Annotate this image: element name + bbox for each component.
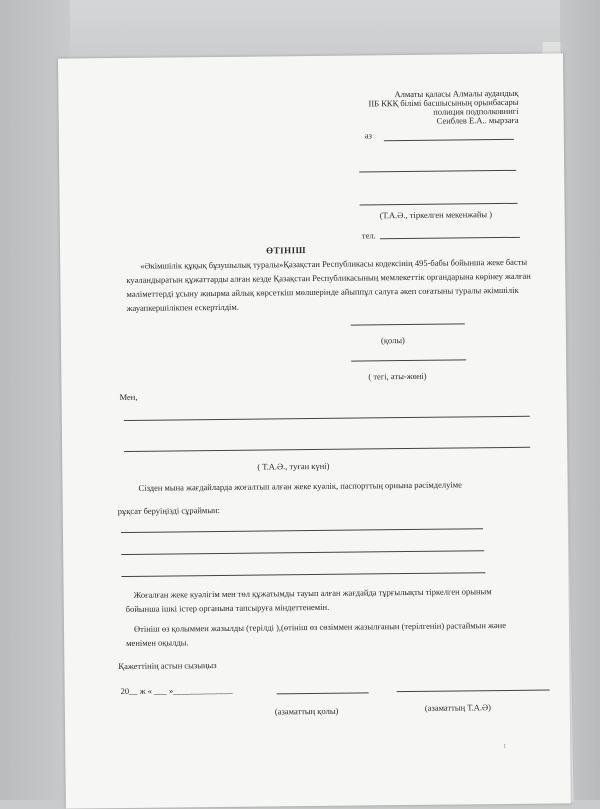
from-name-line xyxy=(384,139,514,141)
phone-label: тел. xyxy=(361,230,376,241)
recipient-line-3: полиция подполковнигі xyxy=(433,105,519,117)
signature-line xyxy=(351,323,465,325)
obligation-paragraph: Жоғалған жеке куәлігім мен төл құжатымды тауып алған жағдайда тұрғылықты тіркелген орыным бойынша ішкі істер органына тапсыруға міндеттенемін. xyxy=(125,586,492,614)
citizen-signature-line xyxy=(277,692,369,694)
citizen-name-caption: (азаматтың Т.А.Ә) xyxy=(424,702,492,713)
reason-line-2 xyxy=(121,550,484,555)
reason-line-1 xyxy=(121,528,483,533)
me-label: Мен, xyxy=(119,391,138,403)
confirm-paragraph: Өтініш өз қолыммен жазылды (терілді ),(өтініш өз сөзіммен жазылғанын (терілгенін) растаймын және менімен оқылды. xyxy=(126,619,507,648)
from-label: аз xyxy=(364,130,373,141)
request-line-2: рұқсат беруіңізді сұраймын: xyxy=(117,504,220,517)
citizen-name-line xyxy=(397,690,550,693)
request-line-1: Сізден мына жағдайларда жоғалтып алған жеке куәлік, паспорттың орнына рәсімделуіме xyxy=(138,479,462,493)
document-page xyxy=(58,53,571,808)
name-caption: ( тегі, аты-жөні) xyxy=(368,370,427,382)
recipient-line-1: Алматы қаласы Алмалы аудандық xyxy=(394,87,519,100)
cut-line-label: Қажеттінің астын сызыңыз xyxy=(118,660,217,672)
fio-birth-caption: ( Т.А.Ә., туған күні) xyxy=(257,460,330,472)
signature-caption: (қолы) xyxy=(380,335,405,346)
address-line-2 xyxy=(360,203,518,206)
address-line-1 xyxy=(359,170,516,173)
reason-line-3 xyxy=(121,572,485,577)
recipient-line-2: ІІБ ККҚ білімі басшысының орынбасары xyxy=(368,96,519,109)
phone-line xyxy=(380,237,520,239)
background-top xyxy=(0,0,600,60)
page-mark: 1 xyxy=(503,743,507,751)
document-title: ӨТІНІШ xyxy=(265,245,306,256)
fio-line-1 xyxy=(124,416,530,421)
citizen-signature-caption: (азаматтың қолы) xyxy=(274,705,339,717)
date-field: 20__ ж « ___ »______________ xyxy=(120,684,233,697)
address-caption: (Т.А.Ә., тіркелген мекенжайы ) xyxy=(379,209,493,221)
recipient-line-4: Сеиблев Е.А.. мырзаға xyxy=(436,114,519,126)
name-line xyxy=(351,359,466,361)
fio-line-2 xyxy=(124,447,530,452)
warning-paragraph: «Әкімшілік құқық бұзушылық туралы»Қазақстан Республикасы кодексінің 495-бабы бойынша жеке басты куәландыратын құжаттарды алған кезде Қазақстан Республикасының мемлекеттік органдарына көрінеу жалған мәліметтерді ұсыну жиырма айлық көрсеткіш мөлшерінде айыппұл салуға әкеп соғатыны туралы әкімшілік жауапкершілікпен ескертілдім. xyxy=(126,256,531,313)
